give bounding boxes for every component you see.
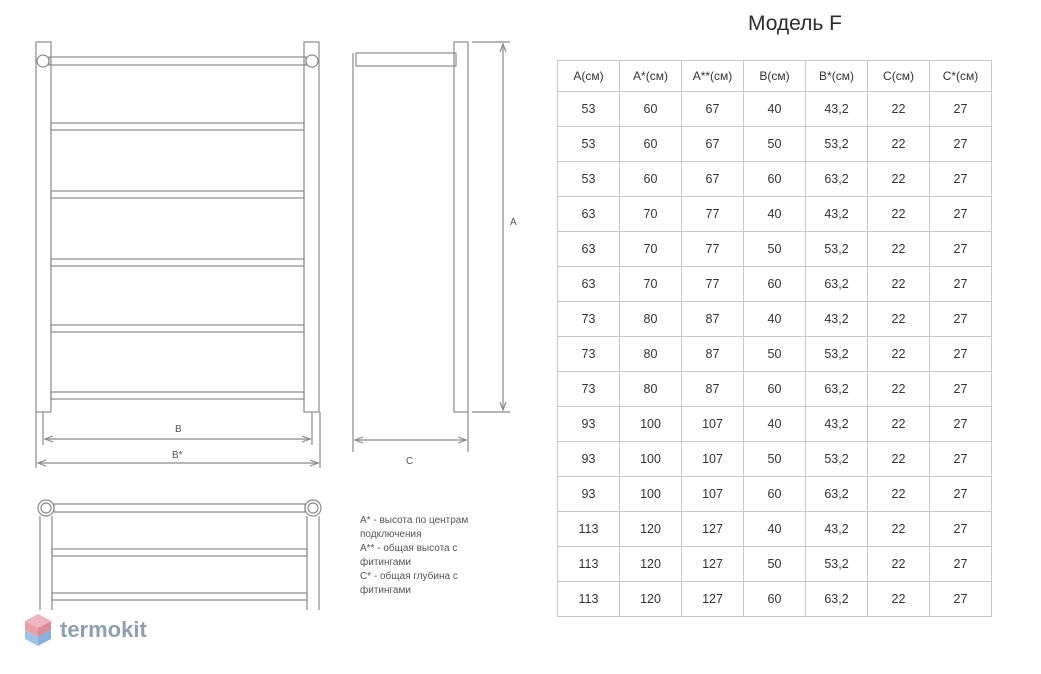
table-cell: 63,2 [806,162,868,197]
note-line: A* - высота по центрам [360,515,469,526]
table-cell: 22 [868,127,930,162]
table-header-row [558,61,992,92]
table-cell: 40 [744,512,806,547]
table-cell: 80 [620,302,682,337]
left-post [36,42,51,412]
table-cell: 53 [558,127,620,162]
right-post [304,42,319,412]
table-cell: 27 [930,442,992,477]
brand-logo [24,612,147,648]
table-cell: 70 [620,267,682,302]
column-header: B*(см) [806,61,868,92]
note-line: фитингами [360,585,411,596]
table-cell: 40 [744,92,806,127]
table-cell: 80 [620,337,682,372]
rail-2 [51,123,304,130]
table-cell: 60 [744,162,806,197]
table-cell: 40 [744,197,806,232]
column-header: C*(см) [930,61,992,92]
table-cell: 27 [930,302,992,337]
table-row [558,162,992,197]
table-cell: 60 [744,477,806,512]
table-cell: 93 [558,477,620,512]
table-cell: 27 [930,232,992,267]
left-top-fitting [37,55,49,67]
table-cell: 120 [620,547,682,582]
table-cell: 70 [620,197,682,232]
table-cell: 107 [682,477,744,512]
table-cell: 43,2 [806,302,868,337]
table-cell: 22 [868,302,930,337]
table-cell: 93 [558,442,620,477]
table-cell: 113 [558,512,620,547]
top-view-rail-1 [54,504,305,512]
table-cell: 53,2 [806,547,868,582]
table-cell: 27 [930,162,992,197]
table-cell: 22 [868,92,930,127]
dim-c-label: C [406,456,414,467]
table-cell: 53,2 [806,232,868,267]
table-cell: 63,2 [806,582,868,617]
table-cell: 22 [868,512,930,547]
table-row [558,302,992,337]
column-header: B(см) [744,61,806,92]
logo-text: termokit [60,617,147,642]
table-cell: 120 [620,512,682,547]
table-cell: 53,2 [806,442,868,477]
table-row [558,92,992,127]
table-cell: 67 [682,92,744,127]
table-cell: 43,2 [806,512,868,547]
top-view-rail-3 [52,593,307,600]
table-cell: 53 [558,162,620,197]
table-cell: 27 [930,477,992,512]
table-cell: 113 [558,547,620,582]
table-cell: 50 [744,127,806,162]
column-header: A(см) [558,61,620,92]
table-cell: 53,2 [806,127,868,162]
table-cell: 67 [682,162,744,197]
table-cell: 27 [930,267,992,302]
table-cell: 22 [868,582,930,617]
front-view-drawing [36,42,320,468]
table-cell: 93 [558,407,620,442]
notes-block [360,514,520,598]
table-cell: 87 [682,337,744,372]
table-cell: 73 [558,372,620,407]
table-cell: 80 [620,372,682,407]
table-cell: 22 [868,232,930,267]
table-cell: 73 [558,302,620,337]
table-cell: 73 [558,337,620,372]
table-cell: 27 [930,92,992,127]
table-cell: 43,2 [806,197,868,232]
table-cell: 107 [682,407,744,442]
table-cell: 77 [682,232,744,267]
dim-b-label: B [175,424,182,435]
note-line: подключения [360,529,422,540]
table-cell: 100 [620,407,682,442]
table-row [558,232,992,267]
rail-5 [51,325,304,332]
table-cell: 100 [620,477,682,512]
table-cell: 22 [868,267,930,302]
table-cell: 27 [930,512,992,547]
table-row [558,267,992,302]
table-cell: 60 [744,372,806,407]
table-cell: 22 [868,407,930,442]
table-cell: 27 [930,372,992,407]
table-cell: 22 [868,547,930,582]
table-cell: 53 [558,92,620,127]
note-line: фитингами [360,557,411,568]
table-cell: 60 [620,92,682,127]
table-cell: 70 [620,232,682,267]
table-cell: 53,2 [806,337,868,372]
table-cell: 77 [682,197,744,232]
table-cell: 27 [930,547,992,582]
table-cell: 63,2 [806,477,868,512]
table-cell: 63 [558,267,620,302]
table-cell: 87 [682,372,744,407]
page-title: Модель F [747,12,843,35]
rail-4 [51,259,304,266]
table-row [558,197,992,232]
table-cell: 22 [868,477,930,512]
table-cell: 87 [682,302,744,337]
top-view-rail-2 [52,549,307,556]
column-header: A*(см) [620,61,682,92]
table-cell: 63,2 [806,372,868,407]
table-cell: 63 [558,232,620,267]
table-cell: 60 [744,582,806,617]
table-cell: 63,2 [806,267,868,302]
table-cell: 50 [744,337,806,372]
table-cell: 60 [620,127,682,162]
table-cell: 120 [620,582,682,617]
table-cell: 50 [744,442,806,477]
column-header: C(см) [868,61,930,92]
table-cell: 27 [930,127,992,162]
table-cell: 77 [682,267,744,302]
table-cell: 67 [682,127,744,162]
table-cell: 127 [682,512,744,547]
table-cell: 27 [930,337,992,372]
table-cell: 43,2 [806,407,868,442]
table-row [558,442,992,477]
table-cell: 113 [558,582,620,617]
table-cell: 22 [868,162,930,197]
side-bracket [356,53,456,66]
rail-6 [51,392,304,399]
table-cell: 50 [744,232,806,267]
table-row [558,337,992,372]
table-row [558,477,992,512]
column-header: A**(см) [682,61,744,92]
side-view-drawing [353,42,510,452]
dimensions-table [557,60,992,617]
table-cell: 127 [682,547,744,582]
table-cell: 60 [744,267,806,302]
top-view-drawing [38,500,321,610]
table-cell: 22 [868,442,930,477]
note-line: C* - общая глубина с [360,571,458,582]
table-cell: 22 [868,372,930,407]
table-cell: 27 [930,582,992,617]
dim-bstar-label: B* [172,450,183,461]
side-post [454,42,468,412]
note-line: A** - общая высота с [360,543,458,554]
table-cell: 27 [930,407,992,442]
table-cell: 50 [744,547,806,582]
rail-3 [51,191,304,198]
table-row [558,547,992,582]
table-cell: 63 [558,197,620,232]
table-row [558,512,992,547]
table-cell: 43,2 [806,92,868,127]
cube-logo-icon [24,613,52,647]
table-row [558,582,992,617]
table-cell: 27 [930,197,992,232]
table-cell: 100 [620,442,682,477]
table-cell: 40 [744,407,806,442]
table-row [558,127,992,162]
table-cell: 107 [682,442,744,477]
table-cell: 60 [620,162,682,197]
right-top-fitting [306,55,318,67]
table-cell: 22 [868,337,930,372]
table-row [558,407,992,442]
table-cell: 40 [744,302,806,337]
table-cell: 22 [868,197,930,232]
dim-a-label: A [510,217,517,228]
top-rail [49,57,306,65]
table-row [558,372,992,407]
table-body [558,92,992,617]
table-cell: 127 [682,582,744,617]
